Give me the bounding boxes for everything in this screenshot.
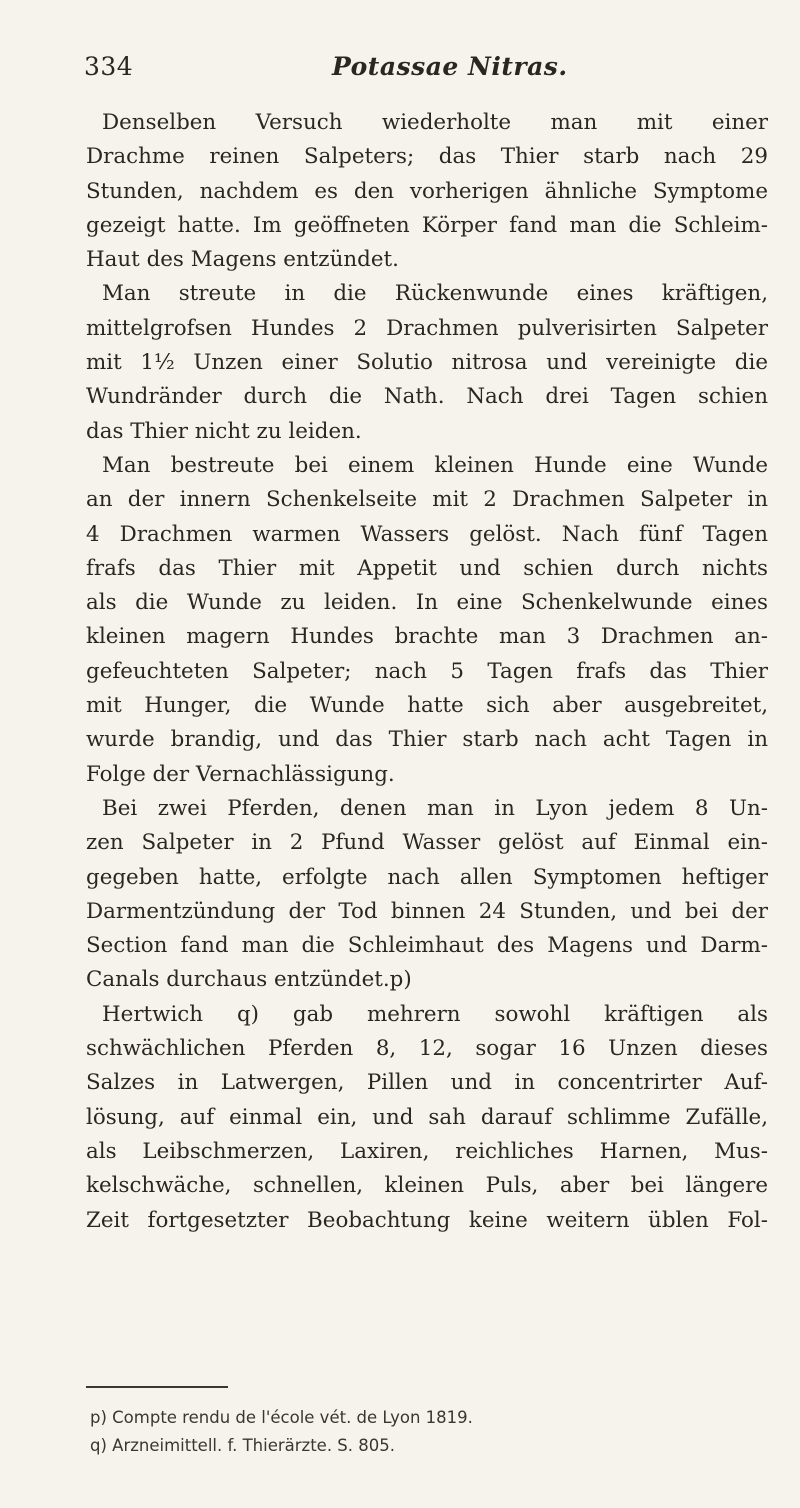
text-line: Zeit fortgesetzter Beobachtung keine weitern üblen Fol- <box>86 1207 768 1233</box>
text-line: Man streute in die Rückenwunde eines kräftigen, <box>102 281 768 307</box>
text-line: gezeigt hatte. Im geöffneten Körper fand man die Schleim- <box>86 212 768 238</box>
text-line: Wundränder durch die Nath. Nach drei Tagen schien <box>86 384 768 410</box>
text-line: Section fand man die Schleimhaut des Magens und Darm- <box>86 933 768 959</box>
footnotes <box>90 1404 770 1460</box>
text-line: als Leibschmerzen, Laxiren, reichliches Harnen, Mus- <box>86 1138 768 1164</box>
text-line: Man bestreute bei einem kleinen Hunde eine Wunde <box>102 452 768 478</box>
text-line: Bei zwei Pferden, denen man in Lyon jedem 8 Un- <box>102 795 768 821</box>
text-line: mittelgrofsen Hundes 2 Drachmen pulverisirten Salpeter <box>86 315 768 341</box>
footnote-p: p) Compte rendu de l'école vét. de Lyon 1819. <box>90 1408 473 1427</box>
text-line: Haut des Magens entzündet. <box>86 247 399 273</box>
text-line: Salzes in Latwergen, Pillen und in concentrirter Auf- <box>86 1070 768 1096</box>
running-title: Potassae Nitras. <box>332 52 568 81</box>
text-line: 4 Drachmen warmen Wassers gelöst. Nach fünf Tagen <box>86 521 768 547</box>
text-line: wurde brandig, und das Thier starb nach acht Tagen in <box>86 727 768 753</box>
text-line: schwächlichen Pferden 8, 12, sogar 16 Unzen dieses <box>86 1036 768 1062</box>
text-line: Folge der Vernachlässigung. <box>86 761 395 787</box>
text-line: mit 1½ Unzen einer Solutio nitrosa und vereinigte die <box>86 350 768 376</box>
text-line: frafs das Thier mit Appetit und schien durch nichts <box>86 555 768 581</box>
text-line: Denselben Versuch wiederholte man mit einer <box>102 110 768 135</box>
footnote-separator <box>86 1386 228 1388</box>
page-number: 334 <box>84 52 134 81</box>
text-line: Darmentzündung der Tod binnen 24 Stunden, und bei der <box>86 898 768 924</box>
text-line: als die Wunde zu leiden. In eine Schenkelwunde eines <box>86 590 768 616</box>
text-line: Canals durchaus entzündet.p) <box>86 967 412 993</box>
text-line: das Thier nicht zu leiden. <box>86 418 362 444</box>
body-text <box>86 106 768 1238</box>
page-header <box>84 52 774 92</box>
text-line: gegeben hatte, erfolgte nach allen Symptomen heftiger <box>86 864 768 890</box>
text-line: an der innern Schenkelseite mit 2 Drachmen Salpeter in <box>86 487 768 513</box>
text-line: Stunden, nachdem es den vorherigen ähnliche Symptome <box>86 178 768 204</box>
text-line: Hertwich q) gab mehrern sowohl kräftigen als <box>102 1001 768 1027</box>
text-line: zen Salpeter in 2 Pfund Wasser gelöst auf Einmal ein- <box>86 830 768 856</box>
text-line: Drachme reinen Salpeters; das Thier starb nach 29 <box>86 144 768 170</box>
text-line: mit Hunger, die Wunde hatte sich aber ausgebreitet, <box>86 693 768 719</box>
text-line: gefeuchteten Salpeter; nach 5 Tagen frafs das Thier <box>86 658 768 684</box>
text-line: kleinen magern Hundes brachte man 3 Drachmen an- <box>86 624 768 650</box>
text-line: lösung, auf einmal ein, und sah darauf schlimme Zufälle, <box>86 1104 768 1130</box>
footnote-q: q) Arzneimittell. f. Thierärzte. S. 805. <box>90 1436 396 1455</box>
text-line: kelschwäche, schnellen, kleinen Puls, aber bei längere <box>86 1173 768 1199</box>
